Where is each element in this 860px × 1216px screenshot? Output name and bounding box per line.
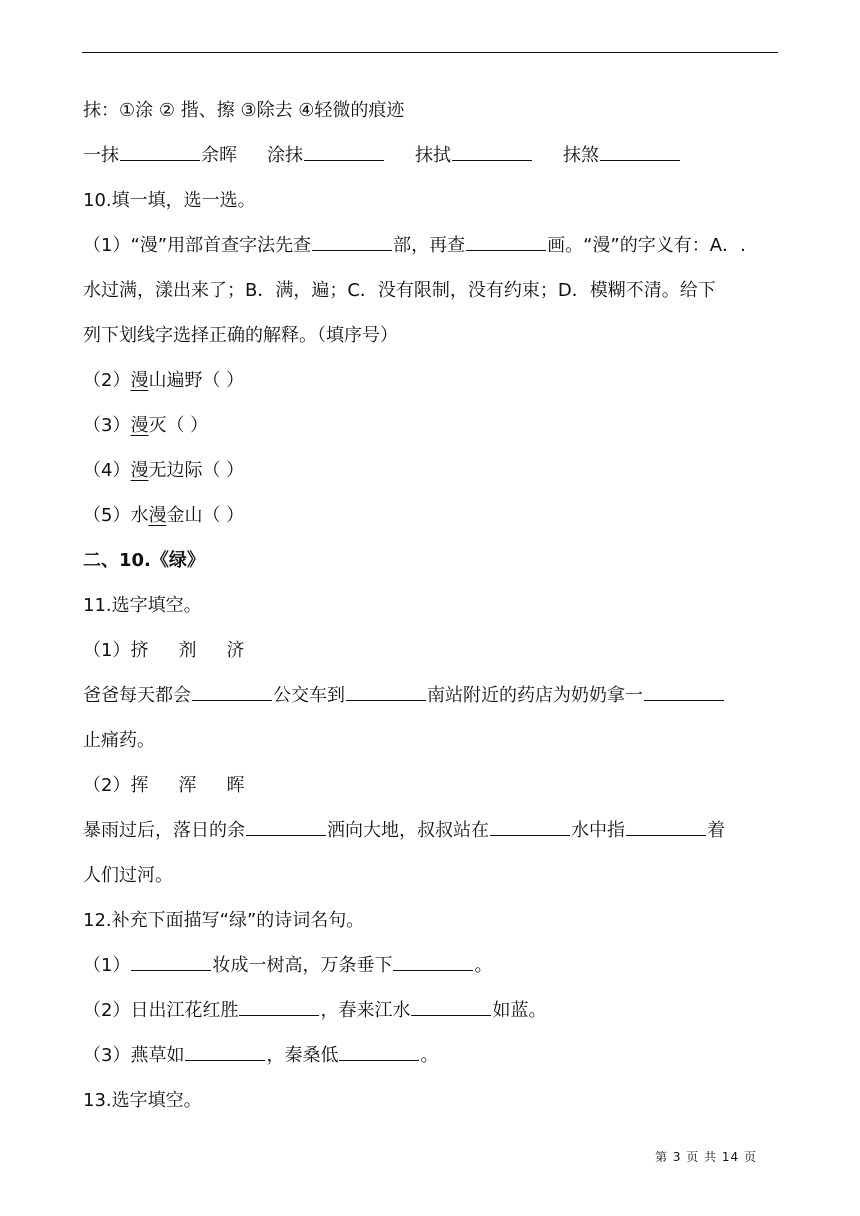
sub-question xyxy=(83,493,773,538)
answer-blank[interactable] xyxy=(626,815,706,836)
header-rule xyxy=(82,52,778,53)
text: 人们过河。 xyxy=(83,865,173,886)
answer-blank[interactable] xyxy=(185,1040,265,1061)
answer-blank[interactable] xyxy=(239,995,319,1016)
text: （2）日出江花红胜 xyxy=(83,1000,239,1021)
underlined-char: 漫 xyxy=(130,460,149,481)
question-title xyxy=(83,583,773,628)
text: 水过满，漾出来了；B．满，遍；C．没有限制，没有约束；D．模糊不清。给下 xyxy=(83,280,716,301)
answer-blank[interactable] xyxy=(339,1040,419,1061)
text: 。 xyxy=(474,955,493,976)
underlined-char: 漫 xyxy=(148,505,167,526)
text: 余晖 xyxy=(201,145,237,166)
answer-blank[interactable] xyxy=(600,140,680,161)
text: 着 xyxy=(707,820,725,841)
fill-line xyxy=(83,673,773,718)
section-heading xyxy=(83,538,773,583)
text: 一抹 xyxy=(83,145,119,166)
text: 抹拭 xyxy=(415,145,451,166)
fill-line xyxy=(83,943,773,988)
fill-line xyxy=(83,853,773,898)
text: （2） xyxy=(83,370,131,391)
char-options xyxy=(83,763,773,808)
text: 涂抹 xyxy=(267,145,303,166)
answer-blank[interactable] xyxy=(131,950,211,971)
definition-line xyxy=(83,88,773,133)
answer-blank[interactable] xyxy=(490,815,570,836)
text: 公交车到 xyxy=(273,685,345,706)
text: 暴雨过后，落日的余 xyxy=(83,820,245,841)
text: （1） xyxy=(83,955,131,976)
text: 济 xyxy=(226,640,245,661)
text: 画。“漫”的字义有：A．. xyxy=(547,235,746,256)
fill-line xyxy=(83,718,773,763)
page-footer: 第 3 页 共 14 页 xyxy=(655,1150,757,1164)
text: 无边际（ ） xyxy=(148,460,245,481)
fill-line xyxy=(83,1033,773,1078)
text: 部，再查 xyxy=(393,235,466,256)
text: 抹：①涂 ② 揩、擦 ③除去 ④轻微的痕迹 xyxy=(83,100,405,121)
text: 抹煞 xyxy=(563,145,599,166)
answer-blank[interactable] xyxy=(346,680,426,701)
text: （1）“漫”用部首查字法先查 xyxy=(83,235,312,256)
answer-blank[interactable] xyxy=(393,950,473,971)
sub-question xyxy=(83,403,773,448)
sub-question xyxy=(83,448,773,493)
text: 洒向大地，叔叔站在 xyxy=(327,820,489,841)
question-line xyxy=(83,268,773,313)
text: 。 xyxy=(420,1045,439,1066)
text: （2）挥 xyxy=(83,775,149,796)
text: （3） xyxy=(83,415,131,436)
answer-blank[interactable] xyxy=(312,230,392,251)
question-line xyxy=(83,223,773,268)
text: （5）水 xyxy=(83,505,149,526)
text: 如蓝。 xyxy=(492,1000,547,1021)
text: 剂 xyxy=(178,640,197,661)
answer-blank[interactable] xyxy=(120,140,200,161)
text: 灭（ ） xyxy=(148,415,209,436)
text: 止痛药。 xyxy=(83,730,155,751)
sub-question xyxy=(83,358,773,403)
char-options xyxy=(83,628,773,673)
question-title xyxy=(83,178,773,223)
text: （4） xyxy=(83,460,131,481)
text: 二、10.《绿》 xyxy=(83,550,205,571)
text: 妆成一树高，万条垂下 xyxy=(212,955,393,976)
answer-blank[interactable] xyxy=(411,995,491,1016)
answer-blank[interactable] xyxy=(304,140,384,161)
text: 列下划线字选择正确的解释。（填序号） xyxy=(83,325,398,346)
text: 南站附近的药店为奶奶拿一 xyxy=(427,685,643,706)
text: ，春来江水 xyxy=(320,1000,411,1021)
document-body xyxy=(83,88,773,1123)
text: 12.补充下面描写“绿”的诗词名句。 xyxy=(83,910,365,931)
fill-line xyxy=(83,988,773,1033)
answer-blank[interactable] xyxy=(246,815,326,836)
text: 山遍野（ ） xyxy=(148,370,245,391)
text: 水中指 xyxy=(571,820,625,841)
text: ，秦桑低 xyxy=(266,1045,339,1066)
question-line xyxy=(83,313,773,358)
answer-blank[interactable] xyxy=(466,230,546,251)
text: 爸爸每天都会 xyxy=(83,685,191,706)
text: 金山（ ） xyxy=(166,505,245,526)
question-title xyxy=(83,898,773,943)
answer-blank[interactable] xyxy=(644,680,724,701)
answer-blank[interactable] xyxy=(192,680,272,701)
underlined-char: 漫 xyxy=(130,415,149,436)
fill-line xyxy=(83,133,773,178)
text: （3）燕草如 xyxy=(83,1045,185,1066)
text: 10.填一填，选一选。 xyxy=(83,190,256,211)
underlined-char: 漫 xyxy=(130,370,149,391)
question-title xyxy=(83,1078,773,1123)
text: （1）挤 xyxy=(83,640,149,661)
text: 13.选字填空。 xyxy=(83,1090,202,1111)
text: 晖 xyxy=(226,775,245,796)
text: 浑 xyxy=(178,775,197,796)
answer-blank[interactable] xyxy=(452,140,532,161)
text: 11.选字填空。 xyxy=(83,595,202,616)
fill-line xyxy=(83,808,773,853)
